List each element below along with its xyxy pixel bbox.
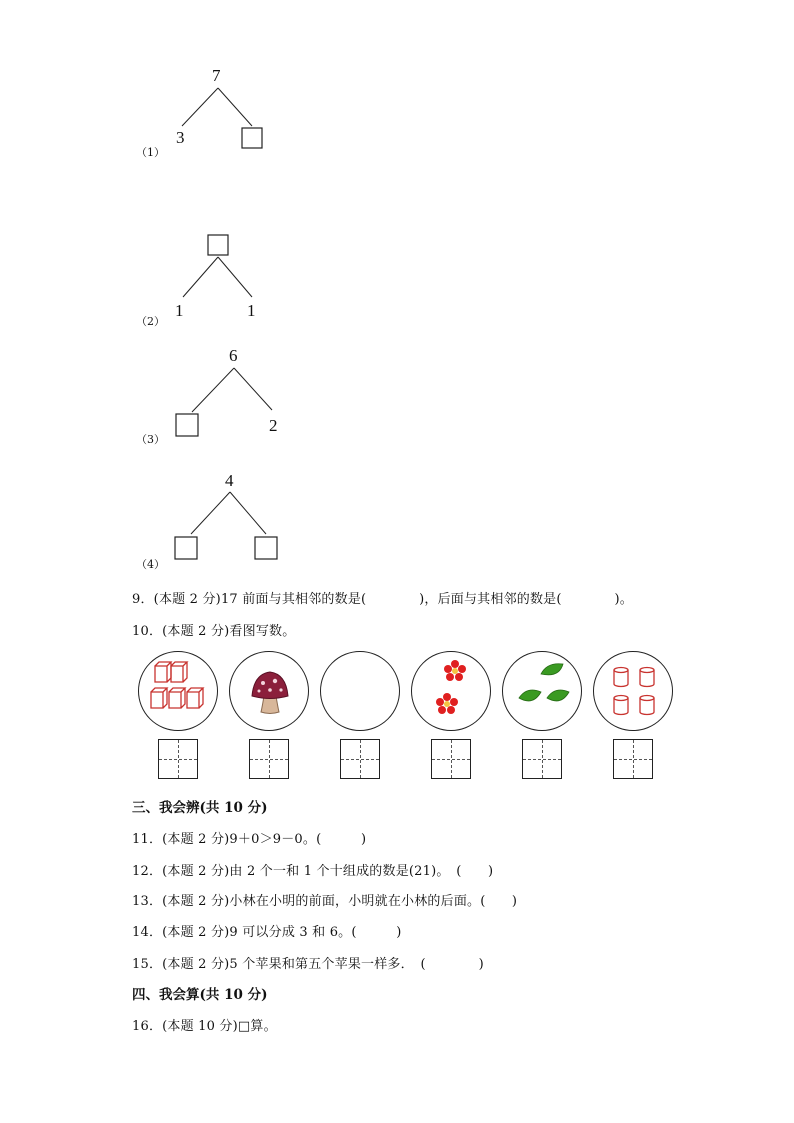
tree-1-top: 7 (212, 66, 221, 85)
mushroom-circle (229, 651, 309, 731)
leaves-circle (502, 651, 582, 731)
tree-3-left-box[interactable] (176, 414, 198, 436)
cubes-icon (139, 652, 219, 732)
answer-box-5[interactable] (522, 739, 562, 779)
tree-1-right-box[interactable] (242, 128, 262, 148)
tree-2-label: （2） (136, 315, 165, 328)
question-14: 14．(本题 2 分)9 可以分成 3 和 6。( ) (132, 925, 402, 940)
cylinders-circle (593, 651, 673, 731)
answer-box-1[interactable] (158, 739, 198, 779)
answer-box-2[interactable] (249, 739, 289, 779)
tree-3-label: （3） (136, 433, 165, 446)
question-16: 16．(本题 10 分)□算。 (132, 1019, 277, 1034)
tree-2-right: 1 (247, 301, 256, 320)
question-13: 13．(本题 2 分)小林在小明的前面，小明就在小林的后面。( ) (132, 894, 518, 909)
tree-4 (136, 471, 277, 571)
answer-box-3[interactable] (340, 739, 380, 779)
tree-4-label: （4） (136, 558, 165, 571)
tree-2 (136, 235, 256, 328)
flowers-icon (412, 652, 492, 732)
question-12: 12．(本题 2 分)由 2 个一和 1 个十组成的数是(21)。 ( ) (132, 864, 494, 879)
tree-1 (136, 66, 262, 159)
mushroom-icon (230, 652, 310, 732)
tree-3-top: 6 (229, 346, 238, 365)
tree-4-top: 4 (225, 471, 234, 490)
tree-4-left-box[interactable] (175, 537, 197, 559)
tree-4-right-box[interactable] (255, 537, 277, 559)
tree-2-top-box[interactable] (208, 235, 228, 255)
tree-1-label: （1） (136, 146, 165, 159)
question-15: 15．(本题 2 分)5 个苹果和第五个苹果一样多． ( ) (132, 957, 484, 972)
empty-circle (320, 651, 400, 731)
cylinders-icon (594, 652, 674, 732)
question-11: 11．(本题 2 分)9＋0＞9－0。( ) (132, 832, 367, 847)
answer-box-6[interactable] (613, 739, 653, 779)
answer-box-4[interactable] (431, 739, 471, 779)
tree-2-left: 1 (175, 301, 184, 320)
cubes-circle (138, 651, 218, 731)
flowers-circle (411, 651, 491, 731)
tree-3-right: 2 (269, 416, 278, 435)
section-4-heading: 四、我会算(共 10 分) (132, 987, 268, 1003)
question-10: 10．(本题 2 分)看图写数。 (132, 624, 296, 639)
section-3-heading: 三、我会辨(共 10 分) (132, 800, 268, 816)
tree-1-left: 3 (176, 128, 185, 147)
tree-3 (136, 346, 278, 446)
question-9: 9．(本题 2 分)17 前面与其相邻的数是( )，后面与其相邻的数是( )。 (132, 592, 633, 607)
leaves-icon (503, 652, 583, 732)
